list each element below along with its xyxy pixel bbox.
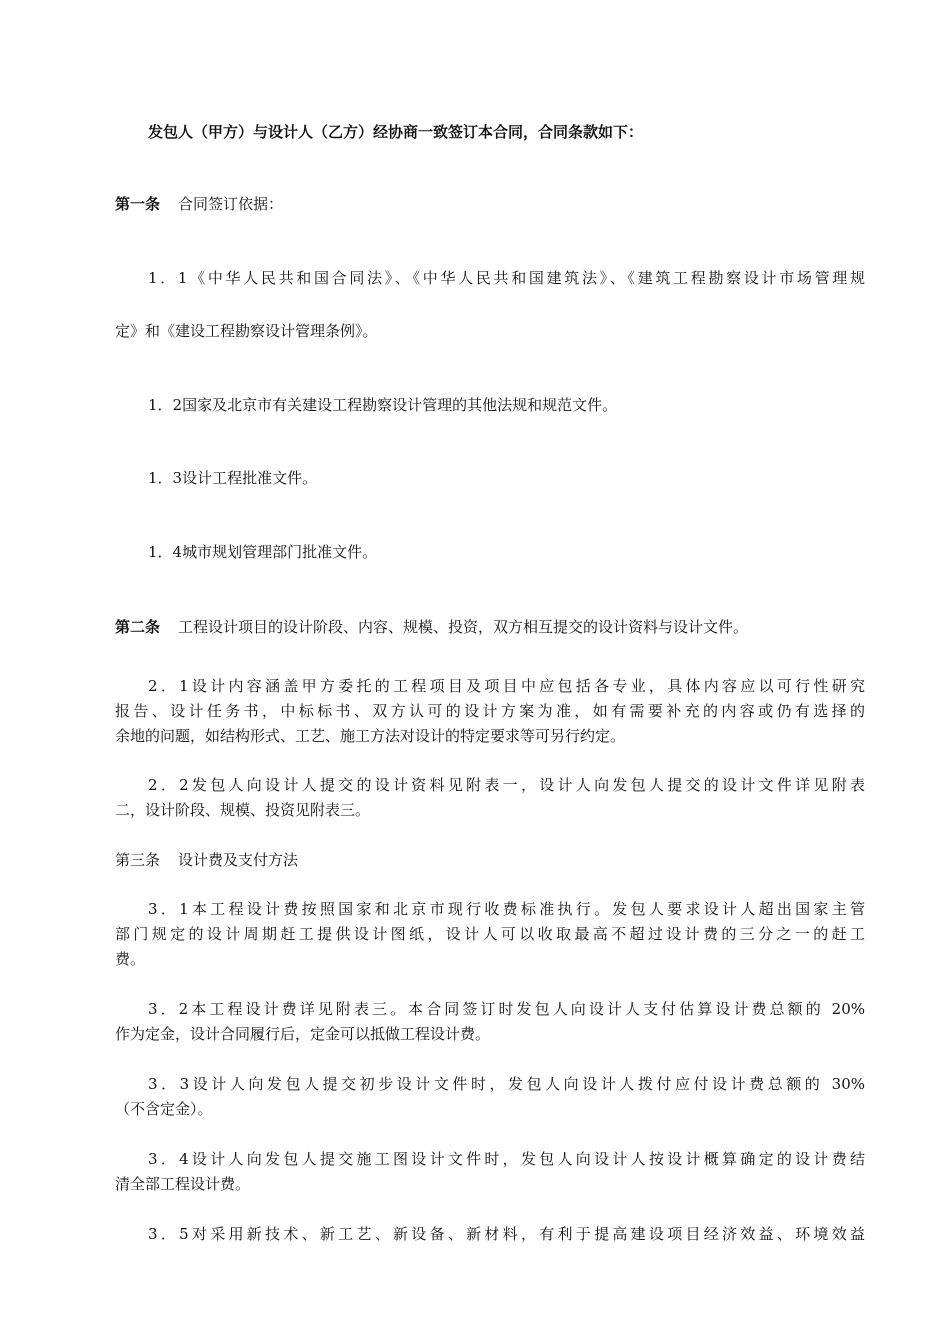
article-1-heading (115, 194, 865, 214)
clause-3-4-line-1: 3．4设计人向发包人提交施工图设计文件时，发包人向设计人按设计概算确定的设计费结 (148, 1150, 865, 1168)
article-3-title: 设计费及支付方法 (178, 851, 299, 869)
article-2-title: 工程设计项目的设计阶段、内容、规模、投资，双方相互提交的设计资料与设计文件。 (178, 618, 749, 636)
clause-3-1-line-1: 3．1本工程设计费按照国家和北京市现行收费标准执行。发包人要求设计人超出国家主管 (148, 900, 865, 918)
contract-intro: 发包人（甲方）与设计人（乙方）经协商一致签订本合同，合同条款如下： (148, 123, 644, 141)
clause-3-2-line-2: 作为定金，设计合同履行后，定金可以抵做工程设计费。 (115, 1025, 491, 1043)
clause-2-2-line-1: 2．2发包人向设计人提交的设计资料见附表一，设计人向发包人提交的设计文件详见附表 (148, 776, 865, 794)
clause-1-2: 1．2国家及北京市有关建设工程勘察设计管理的其他法规和规范文件。 (148, 396, 618, 414)
clause-2-1-line-3: 余地的问题，如结构形式、工艺、施工方法对设计的特定要求等可另行约定。 (115, 727, 626, 745)
clause-3-3-line-2: （不含定金）。 (115, 1100, 213, 1118)
clause-3-2-line-1: 3．2本工程设计费详见附表三。本合同签订时发包人向设计人支付估算设计费总额的 20% (148, 1000, 865, 1018)
article-2-heading (115, 617, 865, 637)
clause-3-1-line-2: 部门规定的设计周期赶工提供设计图纸，设计人可以收取最高不超过设计费的三分之一的赶工 (115, 925, 865, 943)
article-3-heading (115, 850, 865, 870)
clause-2-1-line-2: 报告、设计任务书，中标标书、双方认可的设计方案为准，如有需要补充的内容或仍有选择的 (115, 702, 865, 720)
clause-3-5-line-1: 3．5对采用新技术、新工艺、新设备、新材料，有利于提高建设项目经济效益、环境效益 (148, 1225, 865, 1243)
article-1-title: 合同签订依据： (178, 195, 284, 213)
clause-2-1-line-1: 2．1设计内容涵盖甲方委托的工程项目及项目中应包括各专业，具体内容应以可行性研究 (148, 677, 865, 695)
article-3-label: 第三条 (115, 851, 161, 869)
article-2-label: 第二条 (115, 618, 161, 636)
clause-1-3: 1．3设计工程批准文件。 (148, 469, 318, 487)
clause-3-3-line-1: 3．3设计人向发包人提交初步设计文件时，发包人向设计人拨付应付设计费总额的 30% (148, 1075, 865, 1093)
clause-3-1-line-3: 费。 (115, 950, 146, 968)
article-1-label: 第一条 (115, 195, 161, 213)
clause-1-4: 1．4城市规划管理部门批准文件。 (148, 543, 378, 561)
clause-1-1-line-2: 定》和《建设工程勘察设计管理条例》。 (115, 322, 378, 340)
clause-2-2-line-2: 二，设计阶段、规模、投资见附表三。 (115, 801, 371, 819)
clause-3-4-line-2: 清全部工程设计费。 (115, 1175, 251, 1193)
clause-1-1-line-1: 1．1《中华人民共和国合同法》、《中华人民共和国建筑法》、《建筑工程勘察设计市场管理规 (148, 269, 865, 287)
